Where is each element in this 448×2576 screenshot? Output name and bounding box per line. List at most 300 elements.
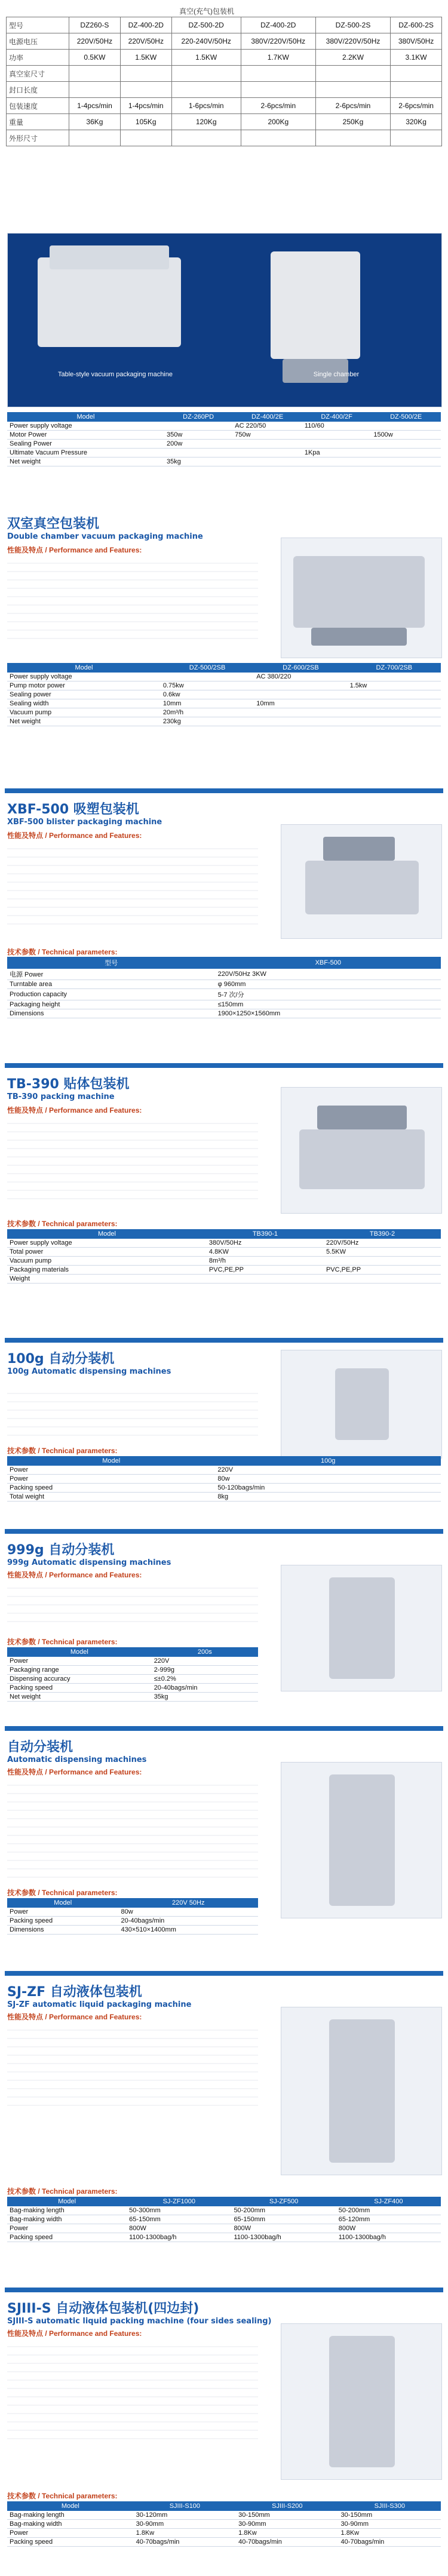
table-row — [7, 980, 441, 989]
table-cell — [302, 440, 371, 449]
spec-row — [7, 82, 442, 98]
spec-cell: DZ-400-2D — [241, 17, 315, 33]
vac2-param-table — [7, 663, 441, 726]
table-row — [7, 969, 441, 980]
table-header-row — [7, 2197, 441, 2206]
sjiii-description — [7, 2339, 258, 2440]
table-cell: 30-90mm — [236, 2520, 338, 2529]
table-cell — [348, 708, 441, 717]
caption-right: Single chamber — [313, 371, 360, 378]
table-row — [7, 1239, 441, 1248]
spec-row-label: 功率 — [7, 50, 69, 66]
table-cell: 80w — [215, 1475, 441, 1484]
table-cell — [324, 1257, 441, 1266]
table-cell: Bag-making width — [7, 2215, 127, 2224]
auto-param-table — [7, 1898, 258, 1935]
tech-label-3: 技术参数 / Technical parameters: — [7, 948, 118, 956]
table-row — [7, 1248, 441, 1257]
table-cell — [232, 449, 302, 458]
spec-row-label: 电源电压 — [7, 33, 69, 50]
spec-cell: 2-6pcs/min — [315, 98, 390, 114]
spec-cell: 3.1KW — [391, 50, 442, 66]
tb-param-table — [7, 1229, 441, 1284]
table-header-row — [7, 1456, 441, 1466]
spec-cell: 1-6pcs/min — [171, 98, 241, 114]
auto-title: 自动分装机 Automatic dispensing machines — [7, 1740, 147, 1764]
table-row — [7, 1675, 258, 1684]
spec-cell — [171, 82, 241, 98]
spec-cell — [315, 130, 390, 146]
table-row — [7, 1908, 258, 1917]
table-row — [7, 673, 441, 681]
table-cell: 4.8KW — [207, 1248, 324, 1257]
table-row — [7, 1926, 258, 1935]
table-row — [7, 708, 441, 717]
spec-cell — [241, 130, 315, 146]
perf-label-8: 性能及特点 / Performance and Features: — [7, 2013, 142, 2021]
table-cell — [371, 440, 441, 449]
spec-cell: 1-4pcs/min — [69, 98, 121, 114]
spec-cell: DZ-500-2S — [315, 17, 390, 33]
table-header-row — [7, 1647, 258, 1657]
table-cell: Sealing power — [7, 690, 161, 699]
table-row — [7, 1257, 441, 1266]
table-cell: Packing speed — [7, 1484, 215, 1493]
perf-label-2: 性能及特点 / Performance and Features: — [7, 831, 142, 840]
table-cell: Power — [7, 1657, 152, 1666]
spec-cell: 1.5KW — [171, 50, 241, 66]
spec-row-label: 封口长度 — [7, 82, 69, 98]
table-cell — [232, 440, 302, 449]
table-cell: 1900×1250×1560mm — [216, 1009, 441, 1018]
tb-title: TB-390 贴体包装机 TB-390 packing machine — [7, 1077, 130, 1101]
table-cell — [371, 458, 441, 466]
table-cell: 2-999g — [152, 1666, 258, 1675]
vac2-title: 双室真空包装机 Double chamber vacuum packaging machine — [7, 517, 203, 541]
spec-cell: 0.5KW — [69, 50, 121, 66]
tech-label-9: 技术参数 / Technical parameters: — [7, 2492, 118, 2500]
table-cell: Total power — [7, 1248, 207, 1257]
table-header-cell: SJ-ZF1000 — [127, 2197, 231, 2206]
caption-left: Table-style vacuum packaging machine — [58, 371, 173, 378]
table-cell: PVC,PE,PP — [324, 1266, 441, 1275]
tech-label-5: 技术参数 / Technical parameters: — [7, 1447, 118, 1455]
table-cell: 40-70bags/min — [134, 2538, 236, 2547]
table-cell — [348, 699, 441, 708]
table-cell: Packaging materials — [7, 1266, 207, 1275]
g100-title: 100g 自动分装机 100g Automatic dispensing machines — [7, 1352, 171, 1376]
table-cell: 1.8Kw — [339, 2529, 441, 2538]
table-cell: 50-200mm — [231, 2206, 336, 2215]
spec-header: 真空(充气)包装机 — [179, 7, 234, 16]
table-cell: ≤±0.2% — [152, 1675, 258, 1684]
divider-100g — [5, 1338, 443, 1343]
table-cell — [348, 717, 441, 726]
spec-row-label: 真空室尺寸 — [7, 66, 69, 82]
spec-row — [7, 33, 442, 50]
table-cell: PVC,PE,PP — [207, 1266, 324, 1275]
divider-sjiii — [5, 2288, 443, 2292]
spec-row — [7, 130, 442, 146]
sjiii-title: SJIII-S 自动液体包装机(四边封) SJIII-S automatic liquid packing machine (four sides sealing) — [7, 2301, 272, 2326]
table-header-cell: 型号 — [7, 957, 216, 969]
table-row — [7, 2215, 441, 2224]
table-header-cell: DZ-500/2SB — [161, 663, 254, 673]
table-cell: Packing speed — [7, 2538, 134, 2547]
vac2-description — [7, 555, 258, 645]
g999-param-table — [7, 1647, 258, 1702]
table-header-cell: DZ-260PD — [164, 412, 232, 422]
divider-auto — [5, 1726, 443, 1731]
spec-cell: 200Kg — [241, 114, 315, 130]
table-cell: 5-7 次/分 — [216, 989, 441, 1000]
g100-photo — [281, 1350, 442, 1459]
spec-cell: 1.7KW — [241, 50, 315, 66]
table-header-cell: DZ-600/2SB — [254, 663, 347, 673]
table-header-cell: Model — [7, 1456, 215, 1466]
table-cell: 800W — [336, 2224, 441, 2233]
table-cell: Total weight — [7, 1493, 215, 1502]
table-cell: 0.6kw — [161, 690, 254, 699]
spec-table-section — [0, 0, 448, 227]
table-header-cell: XBF-500 — [216, 957, 441, 969]
g999-title: 999g 自动分装机 999g Automatic dispensing machines — [7, 1543, 171, 1567]
table-cell — [348, 690, 441, 699]
table-cell — [302, 458, 371, 466]
table-cell: Bag-making length — [7, 2206, 127, 2215]
table-header-cell: TB390-2 — [324, 1229, 441, 1239]
table-cell: ≤150mm — [216, 1000, 441, 1009]
table-cell: Power supply voltage — [7, 422, 164, 431]
table-cell: Sealing Power — [7, 440, 164, 449]
table-cell: 1100-1300bag/h — [127, 2233, 231, 2242]
spec-row — [7, 114, 442, 130]
table-cell: 1.8Kw — [236, 2529, 338, 2538]
spec-row-label: 外形尺寸 — [7, 130, 69, 146]
spec-cell: 2-6pcs/min — [391, 98, 442, 114]
table-cell: 430×510×1400mm — [119, 1926, 258, 1935]
spec-cell: DZ-500-2D — [171, 17, 241, 33]
spec-cell — [69, 66, 121, 82]
spec-row — [7, 66, 442, 82]
spec-cell: 220-240V/50Hz — [171, 33, 241, 50]
table-header-cell: DZ-400/2E — [232, 412, 302, 422]
vac1-param-table — [7, 412, 441, 466]
table-cell: 50-200mm — [336, 2206, 441, 2215]
table-cell: 220V/50Hz 3KW — [216, 969, 441, 980]
spec-cell: 36Kg — [69, 114, 121, 130]
table-cell: 65-150mm — [127, 2215, 231, 2224]
table-cell — [371, 422, 441, 431]
table-header-row — [7, 1898, 258, 1908]
table-row — [7, 449, 441, 458]
table-cell: 40-70bags/min — [339, 2538, 441, 2547]
table-row — [7, 1657, 258, 1666]
g999-description — [7, 1580, 258, 1628]
table-cell: 20-40bags/min — [119, 1917, 258, 1926]
spec-cell: DZ-400-2D — [120, 17, 171, 33]
table-header-cell: Model — [7, 1898, 119, 1908]
table-cell — [161, 673, 254, 681]
spec-table — [6, 17, 442, 146]
table-cell: 65-120mm — [336, 2215, 441, 2224]
tech-label-4: 技术参数 / Technical parameters: — [7, 1220, 118, 1228]
table-header-cell: SJIII-S100 — [134, 2501, 236, 2511]
table-header-cell: 220V 50Hz — [119, 1898, 258, 1908]
spec-cell — [171, 130, 241, 146]
tb-photo — [281, 1087, 442, 1214]
table-header-cell: DZ-500/2E — [371, 412, 441, 422]
sjzf-photo — [281, 2007, 442, 2175]
g100-param-table — [7, 1456, 441, 1502]
table-cell: Power — [7, 2529, 134, 2538]
table-row — [7, 690, 441, 699]
table-cell: AC 380/220 — [254, 673, 347, 681]
table-cell — [254, 717, 347, 726]
divider-tb — [5, 1063, 443, 1068]
table-row — [7, 1275, 441, 1284]
table-cell: Weight — [7, 1275, 207, 1284]
table-cell — [254, 681, 347, 690]
spec-row — [7, 98, 442, 114]
spec-cell — [315, 66, 390, 82]
table-row — [7, 1917, 258, 1926]
table-cell — [324, 1275, 441, 1284]
table-header-cell: Model — [7, 2501, 134, 2511]
table-row — [7, 1693, 258, 1702]
table-cell: 0.75kw — [161, 681, 254, 690]
spec-cell — [120, 66, 171, 82]
table-cell: 10mm — [161, 699, 254, 708]
sjzf-description — [7, 2022, 258, 2112]
table-row — [7, 1493, 441, 1502]
table-cell: 350w — [164, 431, 232, 440]
spec-cell: 2.2KW — [315, 50, 390, 66]
table-cell: 1Kpa — [302, 449, 371, 458]
table-cell: Vacuum pump — [7, 708, 161, 717]
table-row — [7, 1000, 441, 1009]
table-cell — [254, 690, 347, 699]
table-cell — [254, 708, 347, 717]
table-cell: 230kg — [161, 717, 254, 726]
table-cell: 220V — [215, 1466, 441, 1475]
table-cell: Bag-making width — [7, 2520, 134, 2529]
spec-cell: 1-4pcs/min — [120, 98, 171, 114]
table-header-cell: Model — [7, 2197, 127, 2206]
table-cell: 220V — [152, 1657, 258, 1666]
g999-photo — [281, 1565, 442, 1691]
table-cell — [164, 422, 232, 431]
table-header-cell: DZ-700/2SB — [348, 663, 441, 673]
table-header-cell: Model — [7, 663, 161, 673]
sjiii-photo — [281, 2323, 442, 2480]
table-header-cell: 100g — [215, 1456, 441, 1466]
table-cell: 1500w — [371, 431, 441, 440]
table-header-row — [7, 957, 441, 969]
spec-cell: 250Kg — [315, 114, 390, 130]
table-header-row — [7, 2501, 441, 2511]
table-row — [7, 458, 441, 466]
table-cell: 35kg — [152, 1693, 258, 1702]
table-cell: Bag-making length — [7, 2511, 134, 2520]
table-cell: Packing speed — [7, 1917, 119, 1926]
table-cell: 1.8Kw — [134, 2529, 236, 2538]
tb-description — [7, 1116, 258, 1199]
sjzf-param-table — [7, 2197, 441, 2242]
table-cell: Vacuum pump — [7, 1257, 207, 1266]
table-cell: Pump motor power — [7, 681, 161, 690]
table-header-cell: DZ-400/2F — [302, 412, 371, 422]
sjiii-param-table — [7, 2501, 441, 2547]
table-cell — [302, 431, 371, 440]
table-row — [7, 1266, 441, 1275]
xbf-param-table — [7, 957, 441, 1018]
table-cell: 800W — [231, 2224, 336, 2233]
table-cell: Power — [7, 1908, 119, 1917]
vac2-photo — [281, 538, 442, 658]
table-header-cell: Model — [7, 412, 164, 422]
table-cell: 200w — [164, 440, 232, 449]
table-cell: Power supply voltage — [7, 1239, 207, 1248]
spec-cell — [391, 82, 442, 98]
table-row — [7, 1666, 258, 1675]
table-cell: AC 220/50 — [232, 422, 302, 431]
xbf-photo — [281, 824, 442, 939]
table-cell: 1.5kw — [348, 681, 441, 690]
table-row — [7, 1475, 441, 1484]
spec-cell — [241, 82, 315, 98]
spec-cell: 380V/220V/50Hz — [241, 33, 315, 50]
table-cell: Power — [7, 2224, 127, 2233]
table-row — [7, 699, 441, 708]
table-cell: 20m³/h — [161, 708, 254, 717]
spec-row — [7, 50, 442, 66]
perf-label-9: 性能及特点 / Performance and Features: — [7, 2329, 142, 2338]
table-cell: 35kg — [164, 458, 232, 466]
table-cell: 8kg — [215, 1493, 441, 1502]
tech-label-8: 技术参数 / Technical parameters: — [7, 2187, 118, 2196]
spec-cell — [315, 82, 390, 98]
table-cell: Dispensing accuracy — [7, 1675, 152, 1684]
table-cell: Packaging height — [7, 1000, 216, 1009]
table-cell: 电源 Power — [7, 969, 216, 980]
spec-cell — [69, 130, 121, 146]
spec-cell — [120, 130, 171, 146]
tech-label-7: 技术参数 / Technical parameters: — [7, 1889, 118, 1897]
table-cell: Dimensions — [7, 1926, 119, 1935]
table-cell: Packing speed — [7, 1684, 152, 1693]
table-row — [7, 2538, 441, 2547]
spec-cell: DZ260-S — [69, 17, 121, 33]
table-cell: 30-90mm — [134, 2520, 236, 2529]
table-row — [7, 2520, 441, 2529]
table-header-cell: Model — [7, 1647, 152, 1657]
table-cell: Power — [7, 1466, 215, 1475]
table-cell: Net weight — [7, 458, 164, 466]
spec-row-label: 型号 — [7, 17, 69, 33]
perf-label-1: 性能及特点 / Performance and Features: — [7, 546, 142, 554]
table-header-cell: Model — [7, 1229, 207, 1239]
table-header-cell: SJ-ZF400 — [336, 2197, 441, 2206]
table-cell: 1100-1300bag/h — [231, 2233, 336, 2242]
table-cell: Sealing width — [7, 699, 161, 708]
table-header-row — [7, 1229, 441, 1239]
table-cell: 80w — [119, 1908, 258, 1917]
table-cell: 50-300mm — [127, 2206, 231, 2215]
table-row — [7, 989, 441, 1000]
table-cell: Dimensions — [7, 1009, 216, 1018]
perf-label-3: 性能及特点 / Performance and Features: — [7, 1106, 142, 1114]
divider-sjzf — [5, 1971, 443, 1976]
vacuum-machine-photo-banner — [7, 233, 442, 407]
table-row — [7, 440, 441, 449]
table-cell: 800W — [127, 2224, 231, 2233]
table-cell: 65-150mm — [231, 2215, 336, 2224]
spec-cell: 380V/220V/50Hz — [315, 33, 390, 50]
table-header-row — [7, 412, 441, 422]
spec-cell: 380V/50Hz — [391, 33, 442, 50]
table-cell — [371, 449, 441, 458]
spec-cell: 120Kg — [171, 114, 241, 130]
spec-cell: 320Kg — [391, 114, 442, 130]
table-cell: 110/60 — [302, 422, 371, 431]
table-row — [7, 1684, 258, 1693]
table-cell: 30-120mm — [134, 2511, 236, 2520]
spec-row-label: 重量 — [7, 114, 69, 130]
table-row — [7, 717, 441, 726]
table-cell: Net weight — [7, 717, 161, 726]
table-cell: Packaging range — [7, 1666, 152, 1675]
table-row — [7, 422, 441, 431]
table-cell: 750w — [232, 431, 302, 440]
spec-cell — [391, 130, 442, 146]
table-cell: 20-40bags/min — [152, 1684, 258, 1693]
spec-cell — [120, 82, 171, 98]
table-row — [7, 1009, 441, 1018]
table-header-cell: SJIII-S300 — [339, 2501, 441, 2511]
perf-label-6: 性能及特点 / Performance and Features: — [7, 1571, 142, 1579]
spec-cell — [69, 82, 121, 98]
table-cell: Net weight — [7, 1693, 152, 1702]
table-cell — [348, 673, 441, 681]
table-cell — [232, 458, 302, 466]
spec-cell: 220V/50Hz — [120, 33, 171, 50]
table-header-row — [7, 663, 441, 673]
spec-cell — [241, 66, 315, 82]
table-row — [7, 681, 441, 690]
table-cell — [207, 1275, 324, 1284]
table-cell — [164, 449, 232, 458]
table-cell: Ultimate Vacuum Pressure — [7, 449, 164, 458]
table-row — [7, 2224, 441, 2233]
divider-999g — [5, 1529, 443, 1534]
divider-xbf — [5, 788, 443, 793]
spec-cell — [391, 66, 442, 82]
table-row — [7, 2511, 441, 2520]
table-row — [7, 431, 441, 440]
table-cell: Motor Power — [7, 431, 164, 440]
sjzf-title: SJ-ZF 自动液体包装机 SJ-ZF automatic liquid packaging machine — [7, 1985, 192, 2009]
table-cell: Packing speed — [7, 2233, 127, 2242]
table-cell: 30-150mm — [339, 2511, 441, 2520]
table-header-cell: SJIII-S200 — [236, 2501, 338, 2511]
spec-cell: DZ-600-2S — [391, 17, 442, 33]
g100-description — [7, 1386, 258, 1439]
table-row — [7, 1484, 441, 1493]
table-cell: 5.5KW — [324, 1248, 441, 1257]
table-cell: Power — [7, 1475, 215, 1484]
auto-description — [7, 1777, 258, 1879]
